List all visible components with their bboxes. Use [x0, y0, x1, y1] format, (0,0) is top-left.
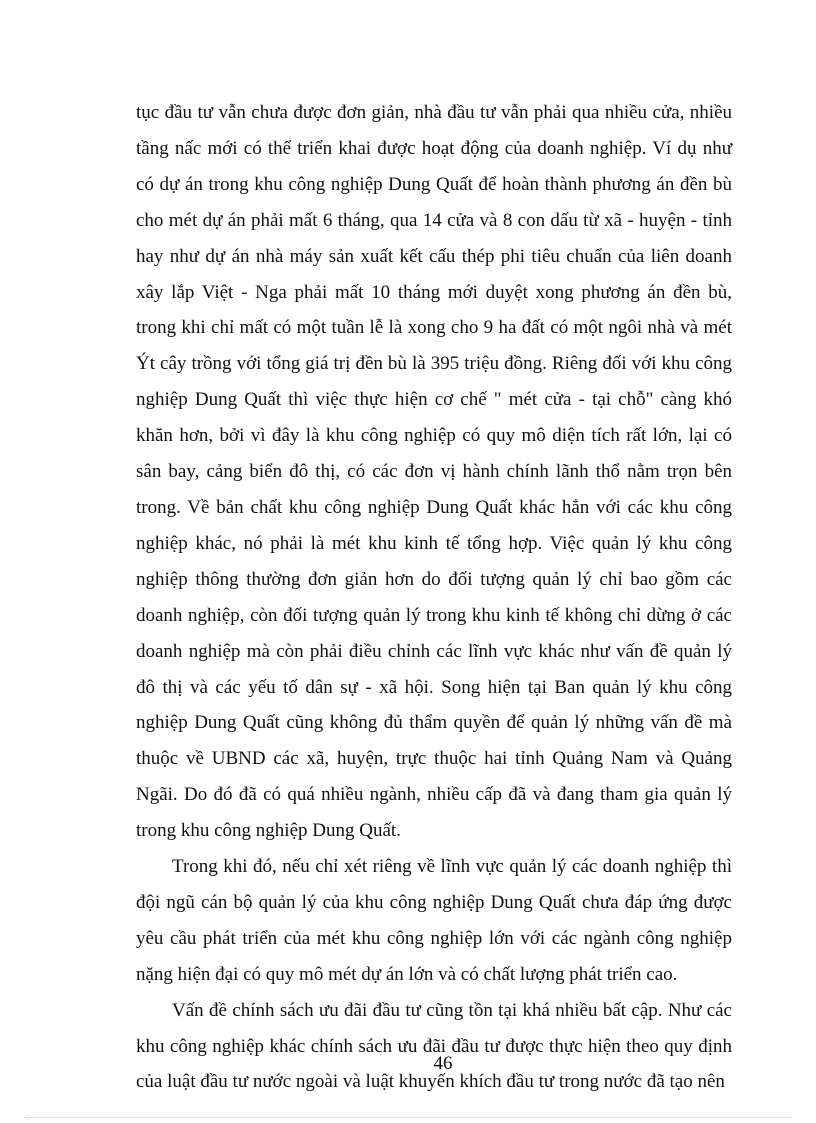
paragraph-3: Vấn đề chính sách ưu đãi đầu tư cũng tồn tại khá nhiều bất cập. Như các khu công nghiệp khác chính sách ưu đãi đầu tư được thực hiện theo quy định của luật đầu tư nước ngoài và luật khuyến khích đầu tư trong nước đã tạo nên — [136, 999, 732, 1093]
paragraph-2: Trong khi đó, nếu chỉ xét riêng về lĩnh vực quản lý các doanh nghiệp thì đội ngũ cán bộ quản lý của khu công nghiệp Dung Quất chưa đáp ứng được yêu cầu phát triển của mét khu công nghiệp lớn với các ngành công nghiệp nặng hiện đại có quy mô mét dự án lớn và có chất lượng phát triển cao. — [136, 856, 732, 985]
body-text — [136, 95, 732, 1100]
page-number: 46 — [433, 1053, 453, 1074]
page-bottom-divider — [24, 1117, 792, 1118]
paragraph-1: tục đầu tư vẫn chưa được đơn giản, nhà đầu tư vẫn phải qua nhiều cửa, nhiều tầng nấc mới có thể triển khai được hoạt động của doanh nghiệp. Ví dụ như có dự án trong khu công nghiệp Dung Quất để hoàn thành phương án đền bù cho mét dự án phải mất 6 tháng, qua 14 cửa và 8 con dấu từ xã - huyện - tỉnh hay như dự án nhà máy sản xuất kết cấu thép phi tiêu chuẩn của liên doanh xây lắp Việt - Nga phải mất 10 tháng mới duyệt xong phương án đền bù, trong khi chỉ mất có một tuần lễ là xong cho 9 ha đất có một ngôi nhà và mét Ýt cây trồng với tổng giá trị đền bù là 395 triệu đồng. Riêng đối với khu công nghiệp Dung Quất thì việc thực hiện cơ chế " mét cửa - tại chỗ" càng khó khăn hơn, bởi vì đây là khu công nghiệp có quy mô diện tích rất lớn, lại có sân bay, cảng biển đô thị, có các đơn vị hành chính lãnh thổ nằm trọn bên trong. Về bản chất khu công nghiệp Dung Quất khác hẳn với các khu công nghiệp khác, nó phải là mét khu kinh tế tổng hợp. Việc quản lý khu công nghiệp thông thường đơn giản hơn do đối tượng quản lý chỉ bao gồm các doanh nghiệp, còn đối tượng quản lý trong khu kinh tế không chỉ dừng ở các doanh nghiệp mà còn phải điều chỉnh các lĩnh vực khác như vấn đề quản lý đô thị và các yếu tố dân sự - xã hội. Song hiện tại Ban quản lý khu công nghiệp Dung Quất cũng không đủ thẩm quyền để quản lý những vấn đề mà thuộc về UBND các xã, huyện, trực thuộc hai tỉnh Quảng Nam và Quảng Ngãi. Do đó đã có quá nhiều ngành, nhiều cấp đã và đang tham gia quản lý trong khu công nghiệp Dung Quất. — [136, 102, 732, 842]
